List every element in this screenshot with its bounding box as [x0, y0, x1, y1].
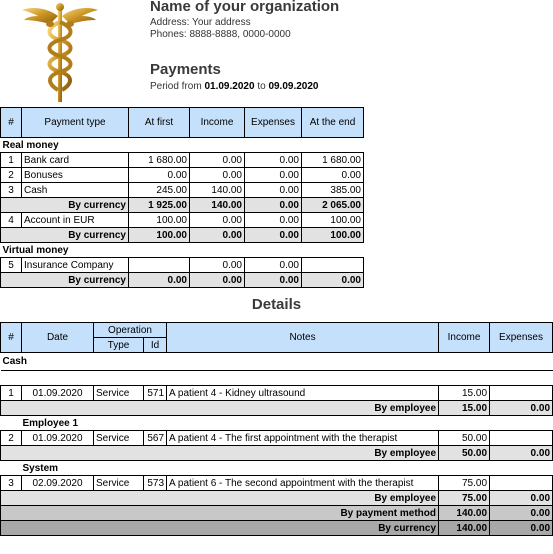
- table-row: 1 Bank card 1 680.00 0.00 0.00 1 680.00: [1, 153, 364, 168]
- table-row: 2 01.09.2020 Service 567 A patient 4 - The first appointment with the therapist 50.00: [1, 431, 553, 446]
- report-title: Payments: [150, 61, 221, 78]
- section-real-money: Real money: [2, 139, 59, 151]
- col-operation: Operation: [94, 323, 167, 338]
- details-table: [0, 322, 553, 536]
- col-expenses: Expenses: [245, 108, 302, 138]
- payment-method-total-row: By payment method 140.00 0.00: [1, 506, 553, 521]
- col-expenses: Expenses: [490, 323, 553, 353]
- col-date: Date: [22, 323, 94, 353]
- col-type: Type: [94, 338, 144, 353]
- org-address: Address: Your address: [150, 17, 251, 28]
- summary-header-row: [1, 108, 364, 138]
- col-num: #: [1, 323, 22, 353]
- col-income: Income: [190, 108, 245, 138]
- group-employee-1: Employee 1: [22, 417, 79, 429]
- currency-total-row: By currency 140.00 0.00: [1, 521, 553, 536]
- col-id: Id: [144, 338, 167, 353]
- org-phones: Phones: 8888-8888, 0000-0000: [150, 29, 291, 40]
- table-row: 1 01.09.2020 Service 571 A patient 4 - Kidney ultrasound 15.00: [1, 386, 553, 401]
- col-at-first: At first: [129, 108, 190, 138]
- table-row: 2 Bonuses 0.00 0.00 0.00 0.00: [1, 168, 364, 183]
- col-payment-type: Payment type: [22, 108, 129, 138]
- details-title: Details: [251, 296, 302, 313]
- table-row: 3 02.09.2020 Service 573 A patient 6 - The second appointment with the therapist 75.00: [1, 476, 553, 491]
- table-row: 5 Insurance Company 0.00 0.00: [1, 258, 364, 273]
- group-system: System: [22, 462, 59, 474]
- total-row: By currency 1 925.00 140.00 0.00 2 065.00: [1, 198, 364, 213]
- total-row: By currency 100.00 0.00 0.00 100.00: [1, 228, 364, 243]
- col-notes: Notes: [167, 323, 439, 353]
- details-header-row: [1, 323, 553, 338]
- total-row: By currency 0.00 0.00 0.00 0.00: [1, 273, 364, 288]
- subtotal-row: By employee 15.00 0.00: [1, 401, 553, 416]
- org-name: Name of your organization: [150, 0, 340, 15]
- section-virtual-money: Virtual money: [2, 244, 69, 256]
- subtotal-row: By employee 75.00 0.00: [1, 491, 553, 506]
- summary-table: [0, 107, 364, 288]
- table-row: 3 Cash 245.00 140.00 0.00 385.00: [1, 183, 364, 198]
- report-period: Period from 01.09.2020 to 09.09.2020: [150, 81, 319, 92]
- caduceus-icon: [20, 2, 100, 104]
- col-income: Income: [439, 323, 490, 353]
- col-num: #: [1, 108, 22, 138]
- section-cash: Cash: [2, 356, 27, 367]
- subtotal-row: By employee 50.00 0.00: [1, 446, 553, 461]
- table-row: 4 Account in EUR 100.00 0.00 0.00 100.00: [1, 213, 364, 228]
- col-at-end: At the end: [302, 108, 364, 138]
